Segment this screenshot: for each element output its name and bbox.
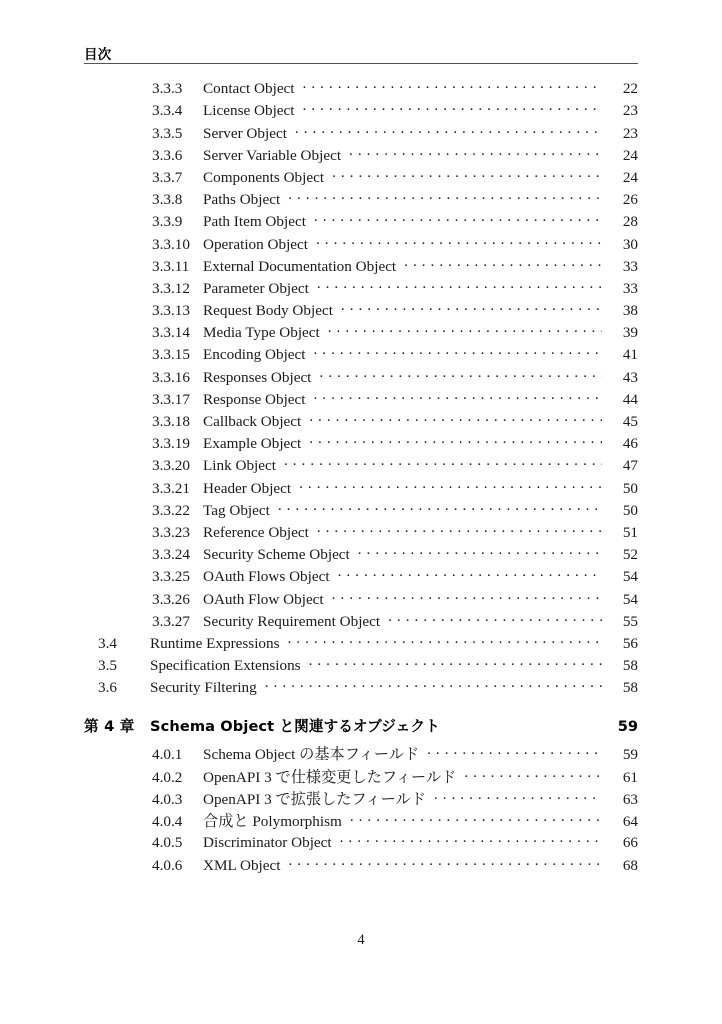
toc-entry-number: 3.3.3: [152, 80, 183, 98]
toc-entry-page-number: 59: [617, 718, 638, 736]
toc-entry-number: 3.3.12: [152, 279, 190, 297]
toc-entry-number: 3.3.27: [152, 612, 190, 630]
toc-entry[interactable]: [84, 256, 638, 278]
toc-entry-number: 3.5: [98, 657, 117, 675]
toc-dot-leader: [278, 500, 602, 515]
toc-entry-number: 3.3.13: [152, 302, 190, 320]
toc-dot-leader: [317, 522, 602, 537]
toc-entry-title: Link Object: [203, 457, 276, 475]
toc-dot-leader: [284, 455, 602, 470]
toc-entry[interactable]: [84, 433, 638, 455]
toc-entry-title: XML Object: [203, 856, 281, 874]
toc-dot-leader: [309, 655, 602, 670]
toc-entry-number: 3.3.22: [152, 501, 190, 519]
toc-dot-leader: [265, 677, 602, 692]
toc-dot-leader: [303, 78, 602, 93]
toc-entry[interactable]: [84, 854, 638, 876]
toc-entry-number: 3.3.19: [152, 435, 190, 453]
toc-dot-leader: [288, 633, 602, 648]
toc-entry-page-number: 44: [622, 390, 638, 408]
toc-entry[interactable]: [84, 544, 638, 566]
toc-entry-number: 4.0.2: [152, 768, 183, 786]
toc-entry[interactable]: [84, 411, 638, 433]
toc-entry-page-number: 54: [622, 568, 638, 586]
toc-entry-number: 3.3.6: [152, 146, 183, 164]
toc-entry-title: OpenAPI 3 で拡張したフィールド: [203, 790, 426, 808]
toc-entry-title: Schema Object の基本フィールド: [203, 746, 420, 764]
toc-dot-leader: [464, 766, 602, 781]
toc-entry-title: Parameter Object: [203, 279, 309, 297]
toc-entry-number: 3.3.11: [152, 257, 190, 275]
toc-entry-page-number: 52: [622, 546, 638, 564]
toc-dot-leader: [314, 389, 603, 404]
toc-dot-leader: [309, 433, 602, 448]
toc-entry-page-number: 46: [622, 435, 638, 453]
table-of-contents: [84, 78, 638, 877]
toc-dot-leader: [317, 278, 602, 293]
toc-dot-leader: [319, 366, 602, 381]
toc-entry-title: Encoding Object: [203, 346, 306, 364]
toc-dot-leader: [316, 233, 602, 248]
toc-entry-page-number: 33: [622, 279, 638, 297]
toc-entry-page-number: 58: [622, 657, 638, 675]
toc-entry-title: Server Variable Object: [203, 146, 342, 164]
toc-entry[interactable]: [84, 743, 638, 765]
toc-entry-page-number: 45: [622, 413, 638, 430]
toc-entry-number: 3.3.4: [152, 102, 183, 120]
toc-dot-leader: [314, 344, 603, 359]
toc-entry-number: 3.3.21: [152, 479, 190, 497]
header-rule: [84, 63, 638, 64]
toc-entry[interactable]: [84, 588, 638, 610]
toc-entry[interactable]: [84, 810, 638, 832]
toc-entry[interactable]: [84, 633, 638, 655]
toc-entry[interactable]: [84, 78, 638, 100]
toc-entry[interactable]: [84, 233, 638, 255]
toc-dot-leader: [338, 566, 602, 581]
toc-entry-number: 4.0.6: [152, 856, 183, 874]
toc-entry-page-number: 43: [622, 368, 638, 386]
toc-entry-page-number: 39: [622, 324, 638, 342]
toc-entry-title: 合成と Polymorphism: [203, 813, 342, 830]
page-footer: [0, 932, 722, 949]
toc-entry-title: Header Object: [203, 479, 292, 497]
toc-entry-title: Response Object: [203, 390, 306, 408]
toc-dot-leader: [295, 122, 602, 137]
toc-entry-title: License Object: [203, 102, 295, 120]
toc-entry-page-number: 24: [622, 146, 638, 164]
footer-page-number: 4: [357, 932, 365, 948]
toc-dot-leader: [427, 744, 602, 759]
toc-entry[interactable]: [84, 788, 638, 810]
toc-entry[interactable]: [84, 477, 638, 499]
toc-entry[interactable]: [84, 455, 638, 477]
toc-entry-number: 3.3.7: [152, 168, 183, 186]
toc-entry-page-number: 55: [622, 612, 638, 630]
toc-entry-title: Security Requirement Object: [203, 612, 381, 630]
toc-dot-leader: [404, 256, 602, 271]
toc-entry-page-number: 24: [622, 168, 638, 186]
toc-entry[interactable]: [84, 122, 638, 144]
toc-entry[interactable]: [84, 500, 638, 522]
toc-entry-number: 3.3.23: [152, 523, 190, 541]
toc-entry[interactable]: [84, 389, 638, 411]
toc-entry-number: 第 4 章: [84, 718, 135, 736]
toc-entry-title: OAuth Flow Object: [203, 590, 324, 608]
toc-entry-title: OAuth Flows Object: [203, 568, 330, 586]
toc-entry-page-number: 50: [622, 479, 638, 497]
toc-dot-leader: [288, 854, 602, 869]
toc-entry[interactable]: [84, 100, 638, 122]
toc-entry[interactable]: [84, 566, 638, 588]
toc-entry-title: Tag Object: [203, 501, 270, 519]
toc-entry-page-number: 38: [622, 302, 638, 320]
toc-entry-page-number: 68: [622, 856, 638, 874]
toc-entry-title: Contact Object: [203, 80, 295, 98]
toc-entry-page-number: 50: [622, 501, 638, 519]
toc-entry-title: Security Filtering: [150, 679, 257, 697]
toc-entry[interactable]: [84, 211, 638, 233]
toc-entry-page-number: 23: [622, 102, 638, 120]
toc-entry-number: 4.0.4: [152, 813, 183, 830]
toc-entry[interactable]: [84, 322, 638, 344]
toc-entry-number: 3.6: [98, 679, 117, 697]
toc-entry-page-number: 64: [622, 813, 638, 830]
toc-entry-page-number: 22: [622, 80, 638, 98]
toc-dot-leader: [332, 588, 602, 603]
toc-dot-leader: [388, 611, 602, 626]
toc-entry[interactable]: [84, 366, 638, 388]
toc-entry[interactable]: [84, 766, 638, 788]
toc-entry-title: Request Body Object: [203, 302, 333, 320]
toc-entry[interactable]: [84, 677, 638, 699]
toc-dot-leader: [328, 322, 602, 337]
toc-dot-leader: [332, 167, 602, 182]
toc-entry[interactable]: [84, 145, 638, 167]
toc-entry-page-number: 54: [622, 590, 638, 608]
toc-entry-number: 3.3.20: [152, 457, 190, 475]
toc-entry-number: 3.3.15: [152, 346, 190, 364]
toc-entry-number: 4.0.1: [152, 746, 183, 764]
toc-dot-leader: [341, 300, 602, 315]
toc-entry-page-number: 28: [622, 213, 638, 231]
toc-entry[interactable]: [84, 189, 638, 211]
toc-entry-number: 3.3.14: [152, 324, 190, 342]
toc-dot-leader: [350, 811, 602, 826]
toc-entry-title: Security Scheme Object: [203, 546, 350, 564]
toc-entry-page-number: 59: [622, 746, 638, 764]
toc-dot-leader: [448, 717, 602, 732]
toc-entry-page-number: 61: [622, 768, 638, 786]
toc-entry[interactable]: [84, 522, 638, 544]
toc-entry-title: Paths Object: [203, 191, 281, 209]
toc-entry-number: 4.0.5: [152, 834, 183, 852]
toc-entry-number: 3.3.18: [152, 413, 190, 430]
toc-entry-title: Server Object: [203, 124, 287, 142]
toc-entry-number: 3.3.25: [152, 568, 190, 586]
toc-entry-number: 3.3.16: [152, 368, 190, 386]
toc-entry[interactable]: [84, 300, 638, 322]
toc-entry-title: OpenAPI 3 で仕様変更したフィールド: [203, 768, 457, 786]
toc-entry-page-number: 51: [622, 523, 638, 541]
toc-entry-page-number: 63: [622, 790, 638, 808]
toc-entry-title: Media Type Object: [203, 324, 320, 342]
toc-entry-page-number: 58: [622, 679, 638, 697]
toc-entry-title: Operation Object: [203, 235, 309, 253]
toc-dot-leader: [340, 832, 602, 847]
toc-entry-number: 3.3.26: [152, 590, 190, 608]
toc-entry-title: Discriminator Object: [203, 834, 332, 852]
toc-entry-page-number: 66: [622, 834, 638, 852]
toc-entry-number: 3.3.24: [152, 546, 190, 564]
toc-entry-title: Schema Object と関連するオブジェクト: [150, 718, 440, 736]
toc-entry[interactable]: [84, 715, 638, 737]
toc-dot-leader: [434, 789, 602, 804]
toc-entry-title: Callback Object: [203, 413, 302, 430]
toc-entry[interactable]: [84, 344, 638, 366]
toc-entry[interactable]: [84, 655, 638, 677]
toc-entry-number: 3.3.17: [152, 390, 190, 408]
toc-entry-number: 3.3.8: [152, 191, 183, 209]
toc-entry-title: Responses Object: [203, 368, 312, 386]
page-title: 目次: [84, 49, 116, 63]
toc-entry[interactable]: [84, 167, 638, 189]
toc-entry[interactable]: [84, 832, 638, 854]
toc-entry-page-number: 23: [622, 124, 638, 142]
toc-entry-number: 3.3.9: [152, 213, 183, 231]
toc-entry-number: 3.3.5: [152, 124, 183, 142]
toc-dot-leader: [288, 189, 602, 204]
toc-entry-title: Components Object: [203, 168, 325, 186]
toc-entry-page-number: 30: [622, 235, 638, 253]
toc-dot-leader: [309, 411, 602, 426]
toc-dot-leader: [358, 544, 602, 559]
toc-dot-leader: [349, 145, 602, 160]
toc-entry-number: 3.4: [98, 634, 117, 652]
toc-dot-leader: [314, 211, 602, 226]
toc-entry-number: 4.0.3: [152, 790, 183, 808]
toc-entry-title: Example Object: [203, 435, 302, 453]
running-header: [84, 40, 638, 64]
toc-entry-page-number: 26: [622, 191, 638, 209]
toc-dot-leader: [299, 477, 602, 492]
toc-entry-page-number: 41: [622, 346, 638, 364]
toc-entry-title: Reference Object: [203, 523, 309, 541]
toc-entry[interactable]: [84, 278, 638, 300]
toc-entry-number: 3.3.10: [152, 235, 190, 253]
toc-entry-page-number: 47: [622, 457, 638, 475]
toc-entry-title: Path Item Object: [203, 213, 306, 231]
toc-entry-page-number: 56: [622, 634, 638, 652]
toc-dot-leader: [303, 100, 602, 115]
toc-entry-title: Runtime Expressions: [150, 634, 280, 652]
toc-entry[interactable]: [84, 611, 638, 633]
toc-entry-title: External Documentation Object: [203, 257, 397, 275]
toc-entry-page-number: 33: [622, 257, 638, 275]
toc-entry-title: Specification Extensions: [150, 657, 301, 675]
